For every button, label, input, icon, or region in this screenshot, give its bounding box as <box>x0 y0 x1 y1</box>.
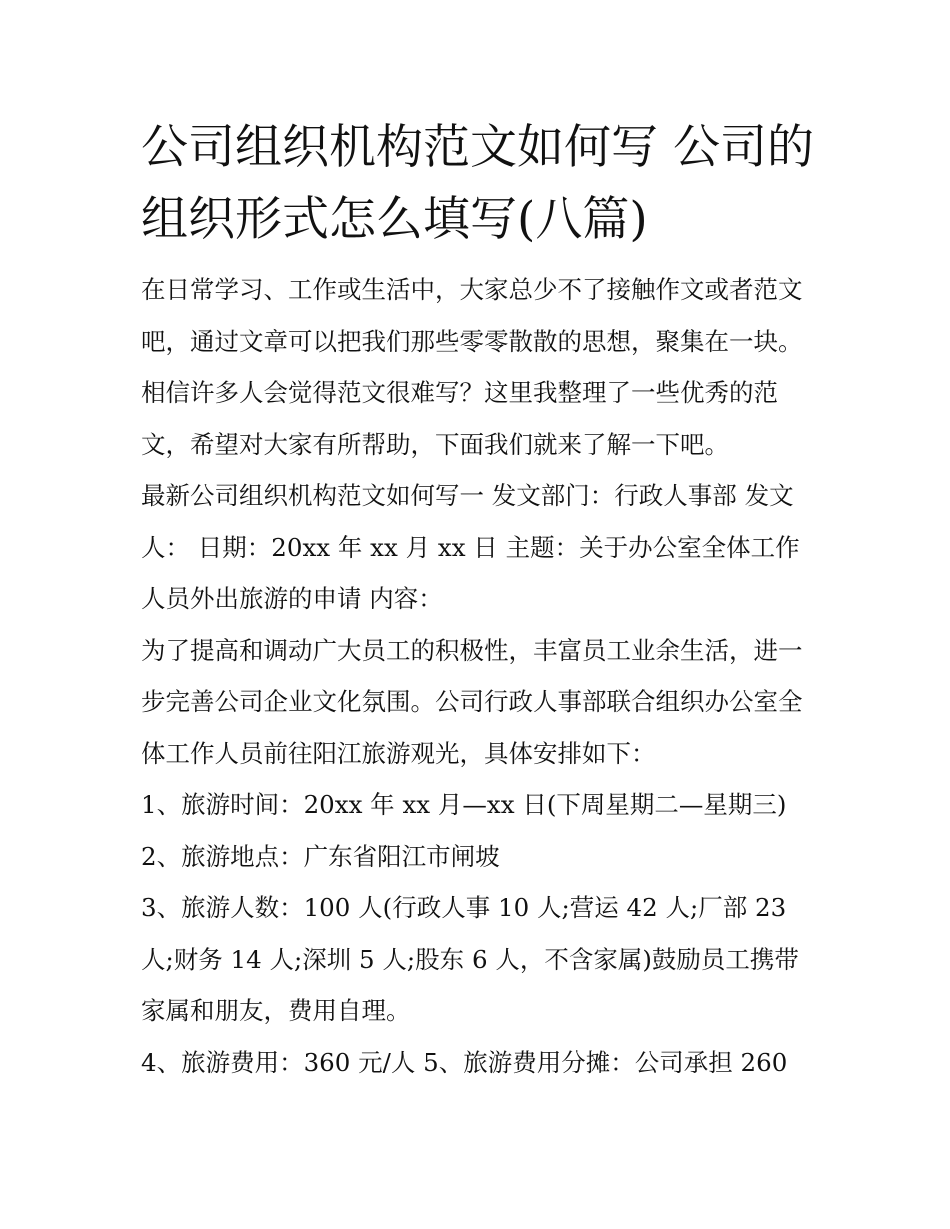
paragraph-cost: 4、旅游费用：360 元/人 5、旅游费用分摊：公司承担 260 <box>141 1047 788 1077</box>
document-body <box>141 112 821 1088</box>
document-title: 公司组织机构范文如何写 公司的组织形式怎么填写(八篇) <box>141 120 814 247</box>
paragraph-time-location: 1、旅游时间：20xx 年 xx 月—xx 日(下周星期二—星期三) 2、旅游地点：广东省阳江市闸坡 <box>141 790 787 871</box>
paragraph-intro: 在日常学习、工作或生活中，大家总少不了接触作文或者范文吧，通过文章可以把我们那些零零散散的思想，聚集在一块。相信许多人会觉得范文很难写？这里我整理了一些优秀的范文，希望对大家有所帮助，下面我们就来了解一下吧。 <box>141 275 803 459</box>
paragraph-headcount: 3、旅游人数：100 人(行政人事 10 人;营运 42 人;厂部 23 人;财务 14 人;深圳 5 人;股东 6 人，不含家属)鼓励员工携带家属和朋友，费用自理。 <box>141 893 799 1025</box>
paragraph-purpose: 为了提高和调动广大员工的积极性，丰富员工业余生活，进一步完善公司企业文化氛围。公司行政人事部联合组织办公室全体工作人员前往阳江旅游观光，具体安排如下： <box>141 635 803 768</box>
paragraph-notice-header: 最新公司组织机构范文如何写一 发文部门：行政人事部 发文人： 日期：20xx 年 xx 月 xx 日 主题：关于办公室全体工作人员外出旅游的申请 内容： <box>141 481 800 613</box>
